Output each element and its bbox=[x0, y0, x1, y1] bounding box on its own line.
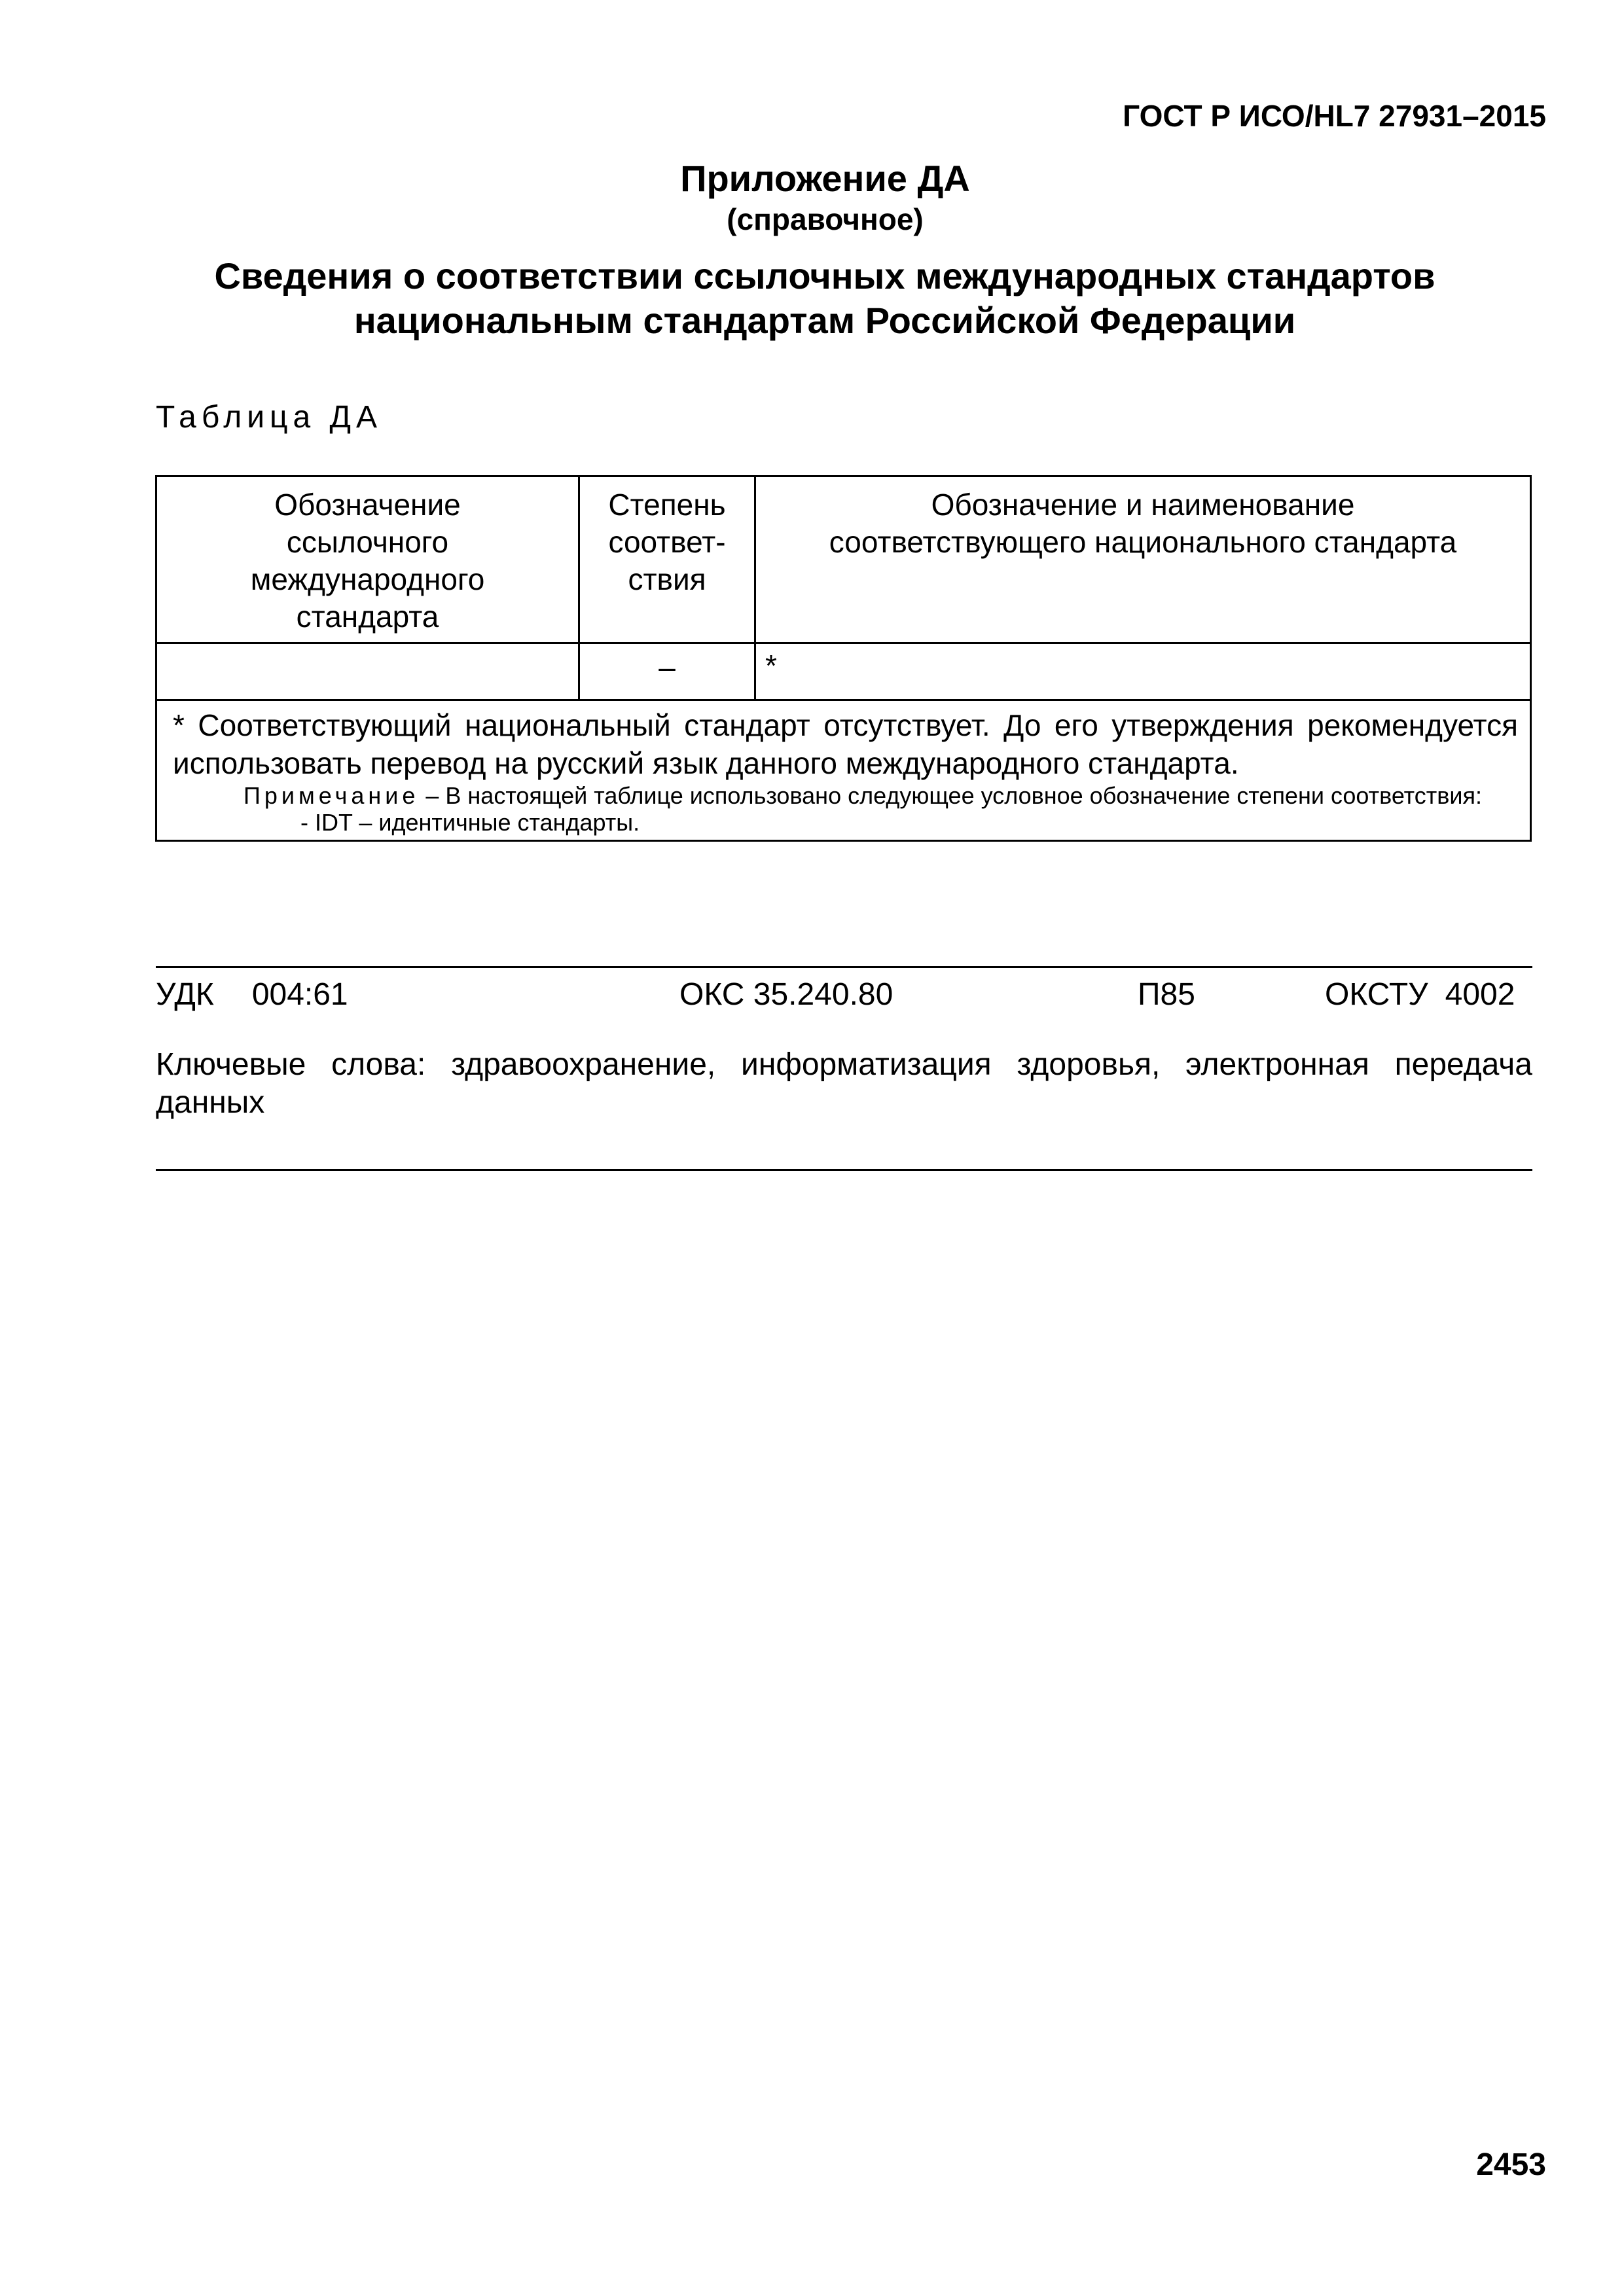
okstu bbox=[1325, 977, 1515, 1013]
divider-top bbox=[156, 966, 1532, 968]
appendix-heading-line: национальным стандартам Российской Федерации bbox=[353, 300, 1296, 341]
note-item: - IDT – идентичные стандарты. bbox=[300, 809, 640, 836]
table-caption: Таблица ДА bbox=[156, 400, 383, 435]
oks-code: ОКС 35.240.80 bbox=[679, 977, 893, 1012]
header-international-standard: Обозначение ссылочного международного стандарта bbox=[156, 476, 579, 643]
table-notes bbox=[156, 700, 1531, 841]
okstu-label: ОКСТУ bbox=[1325, 977, 1428, 1012]
udk-value: 004:61 bbox=[251, 977, 348, 1012]
table-notes-row bbox=[156, 700, 1531, 841]
appendix-subtitle: (справочное) bbox=[727, 202, 924, 236]
table-footnote: * Соответствующий национальный стандарт отсутствует. До его утверждения рекомендуется использовать перевод на русский язык данного международного стандарта. bbox=[173, 708, 1518, 780]
correspondence-table bbox=[155, 475, 1532, 842]
table-cell bbox=[156, 643, 579, 700]
appendix-title: Приложение ДА bbox=[680, 158, 970, 199]
keywords: Ключевые слова: здравоохранение, информатизация здоровья, электронная передача данных bbox=[156, 1047, 1532, 1120]
table-row bbox=[156, 643, 1531, 700]
note-label: Примечание bbox=[244, 782, 420, 809]
table-note bbox=[173, 782, 1518, 809]
okstu-value: 4002 bbox=[1445, 977, 1515, 1012]
appendix-heading-line: Сведения о соответствии ссылочных международных стандартов bbox=[214, 255, 1435, 296]
header-national-standard: Обозначение и наименование соответствующего национального стандарта bbox=[755, 476, 1531, 643]
table-cell: * bbox=[755, 643, 1531, 700]
page-number: 2453 bbox=[1476, 2147, 1546, 2182]
header-degree-of-correspondence: Степень соответ- ствия bbox=[579, 476, 755, 643]
table-cell: – bbox=[579, 643, 755, 700]
table-header-row bbox=[156, 476, 1531, 643]
appendix-heading bbox=[157, 254, 1492, 343]
udk-label: УДК bbox=[156, 977, 214, 1012]
divider-bottom bbox=[156, 1169, 1532, 1171]
note-text: – В настоящей таблице использовано следующее условное обозначение степени соответствия: bbox=[419, 782, 1482, 809]
udk bbox=[156, 977, 348, 1013]
p-code: П85 bbox=[1138, 977, 1195, 1012]
document-code: ГОСТ Р ИСО/HL7 27931–2015 bbox=[1123, 99, 1546, 133]
